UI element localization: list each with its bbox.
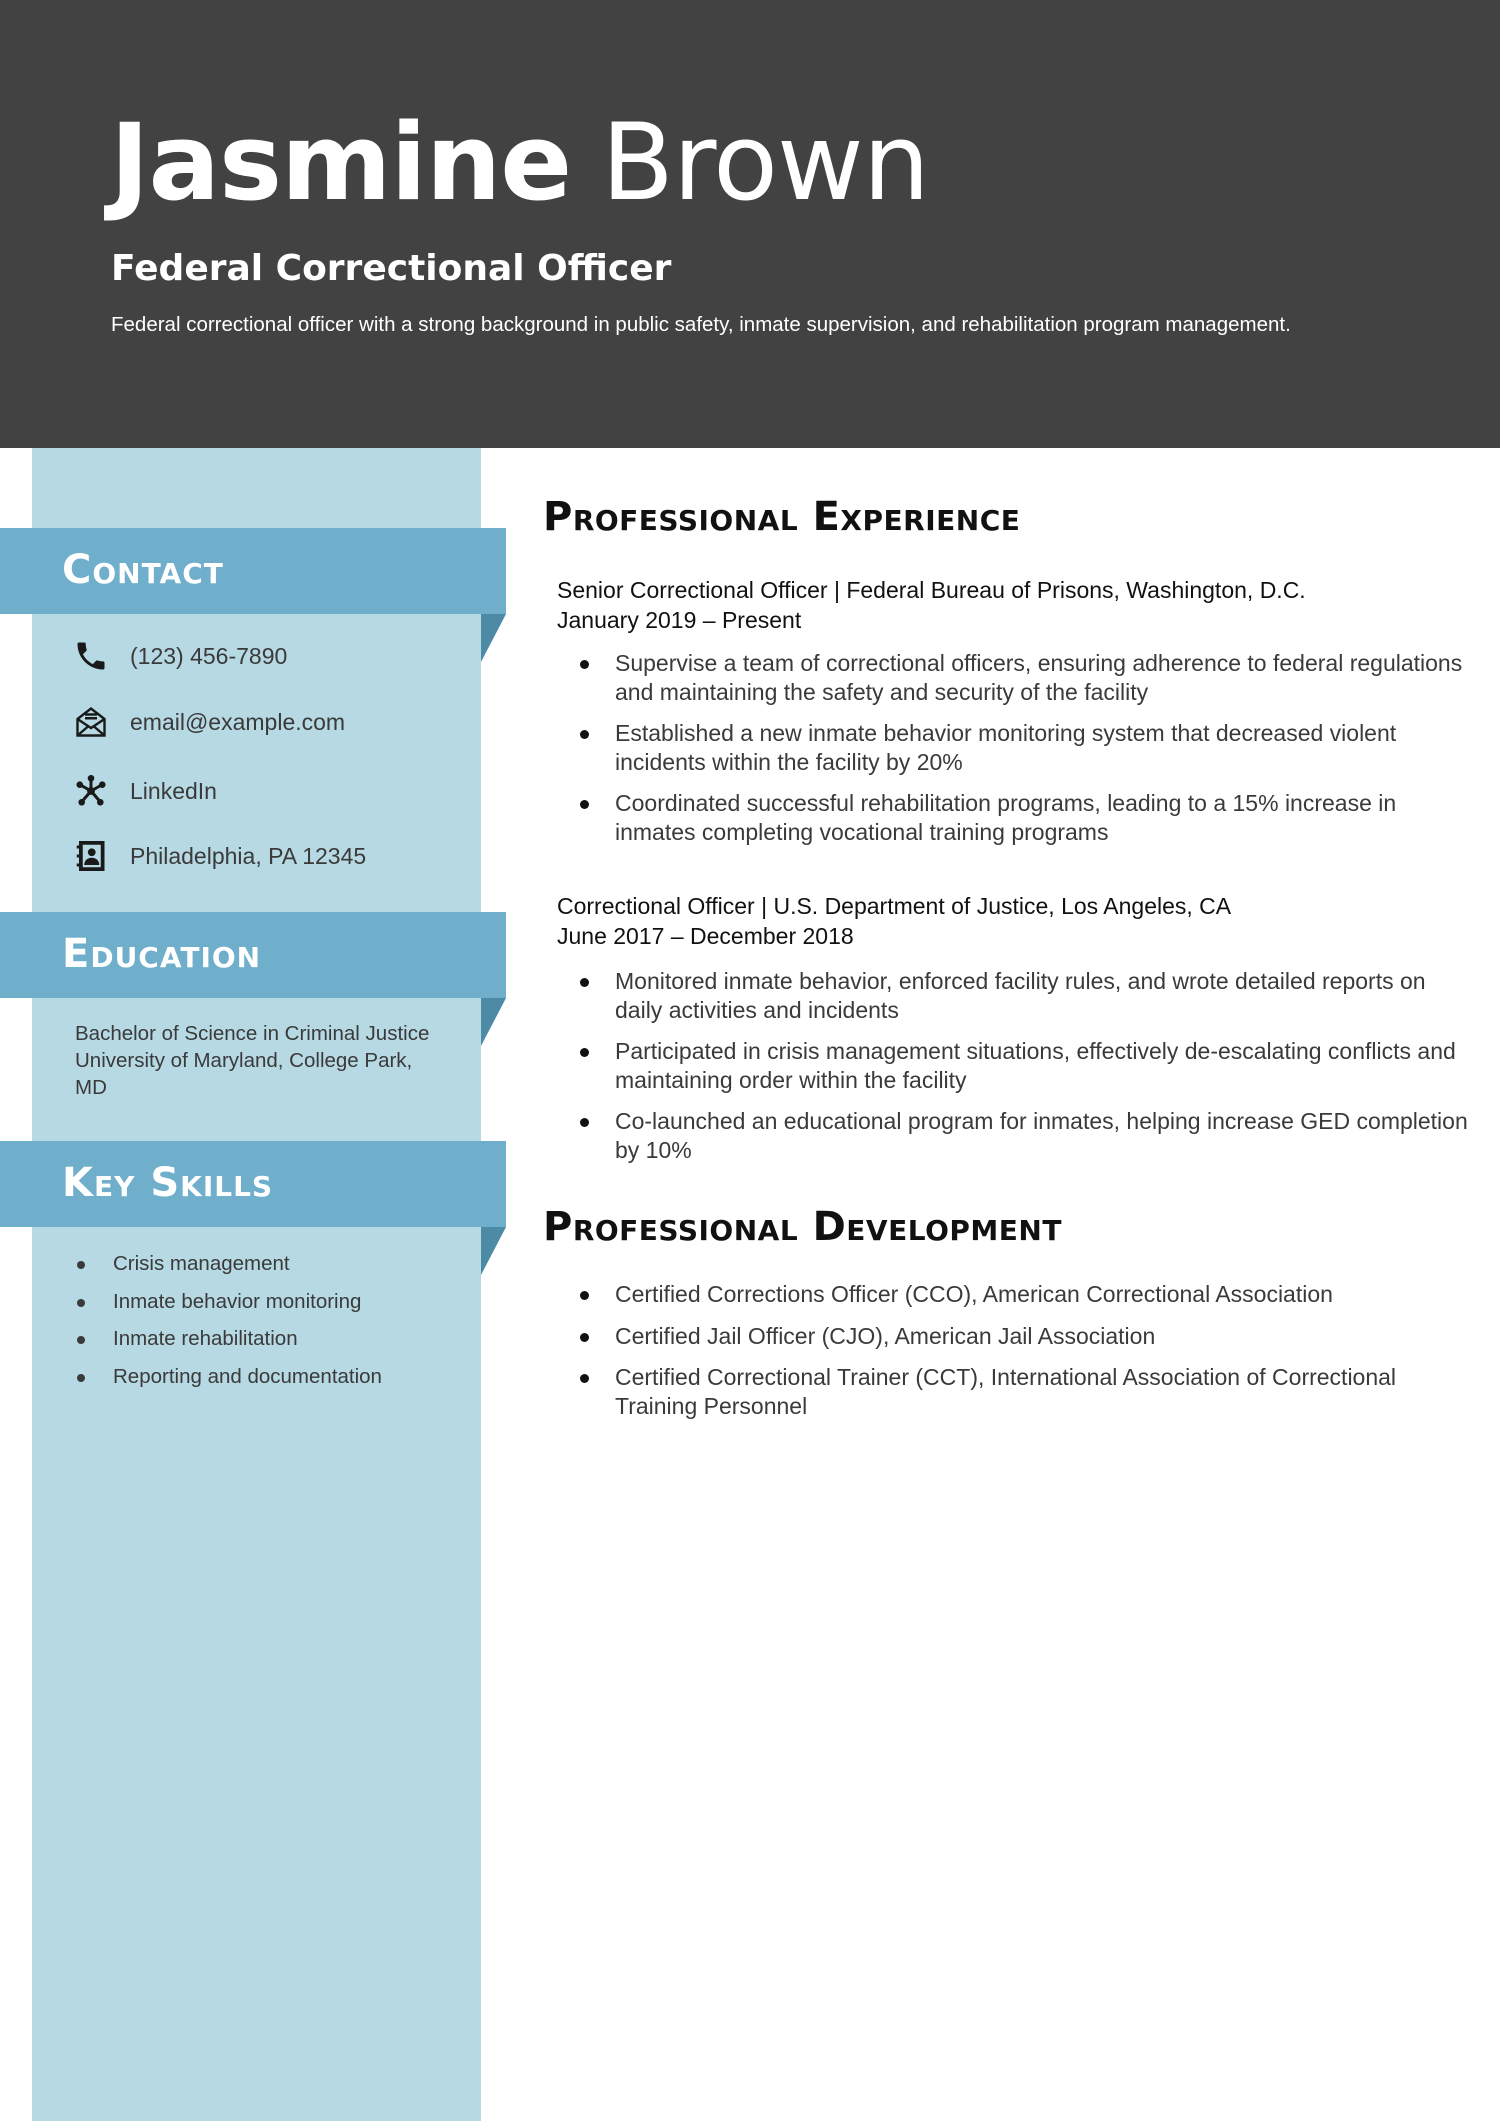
skills-heading: Key Skills bbox=[62, 1160, 274, 1206]
list-item: Monitored inmate behavior, enforced facility rules, and wrote detailed reports on daily activities and incidents bbox=[579, 967, 1469, 1025]
list-item: Crisis management bbox=[75, 1252, 382, 1290]
first-name: Jasmine bbox=[110, 101, 572, 224]
contact-address bbox=[72, 836, 366, 876]
summary-text: Federal correctional officer with a strong background in public safety, inmate supervision, and rehabilitation program management. bbox=[111, 313, 1291, 336]
list-item: Coordinated successful rehabilitation programs, leading to a 15% increase in inmates completing vocational training programs bbox=[579, 789, 1469, 847]
phone-text: (123) 456-7890 bbox=[130, 642, 288, 669]
email-text: email@example.com bbox=[130, 708, 346, 735]
list-item: Certified Jail Officer (CJO), American Jail Association bbox=[579, 1322, 1469, 1351]
job-2-header bbox=[557, 891, 1231, 951]
contact-email bbox=[72, 702, 345, 742]
job-1-header bbox=[557, 575, 1306, 635]
education-heading: Education bbox=[62, 931, 262, 977]
address-text: Philadelphia, PA 12345 bbox=[130, 842, 367, 869]
skills-banner-fold bbox=[481, 1227, 506, 1275]
list-item: Supervise a team of correctional officers, ensuring adherence to federal regulations and maintaining the safety and security of the facility bbox=[579, 649, 1469, 707]
email-icon bbox=[72, 703, 110, 741]
job-1-title: Senior Correctional Officer | Federal Bureau of Prisons, Washington, D.C. bbox=[557, 577, 1306, 603]
skills-list bbox=[75, 1252, 382, 1402]
development-list bbox=[579, 1280, 1469, 1434]
job-2-bullets bbox=[579, 967, 1469, 1177]
contact-banner-fold bbox=[481, 614, 506, 662]
contact-phone bbox=[72, 636, 287, 676]
list-item: Certified Corrections Officer (CCO), American Correctional Association bbox=[579, 1280, 1469, 1309]
list-item: Certified Correctional Trainer (CCT), International Association of Correctional Training Personnel bbox=[579, 1363, 1469, 1421]
job-1-bullets bbox=[579, 649, 1469, 859]
phone-icon bbox=[72, 637, 110, 675]
list-item: Reporting and documentation bbox=[75, 1365, 382, 1403]
job-2-dates: June 2017 – December 2018 bbox=[557, 923, 854, 949]
contact-heading: Contact bbox=[62, 547, 224, 593]
job-title: Federal Correctional Officer bbox=[111, 248, 672, 289]
candidate-name bbox=[110, 101, 929, 224]
contact-linkedin bbox=[72, 771, 217, 811]
linkedin-text: LinkedIn bbox=[130, 777, 217, 804]
experience-heading: Professional Experience bbox=[543, 494, 1021, 540]
contact-card-icon bbox=[72, 837, 110, 875]
list-item: Inmate behavior monitoring bbox=[75, 1290, 382, 1328]
development-heading: Professional Development bbox=[543, 1204, 1062, 1250]
list-item: Participated in crisis management situations, effectively de-escalating conflicts and maintaining order within the facility bbox=[579, 1037, 1469, 1095]
list-item: Established a new inmate behavior monitoring system that decreased violent incidents within the facility by 20% bbox=[579, 719, 1469, 777]
last-name: Brown bbox=[601, 101, 929, 224]
education-entry bbox=[75, 1020, 475, 1101]
education-banner-fold bbox=[481, 998, 506, 1046]
job-1-dates: January 2019 – Present bbox=[557, 607, 802, 633]
degree: Bachelor of Science in Criminal Justice bbox=[75, 1022, 430, 1045]
list-item: Co-launched an educational program for inmates, helping increase GED completion by 10% bbox=[579, 1107, 1469, 1165]
list-item: Inmate rehabilitation bbox=[75, 1327, 382, 1365]
resume-header bbox=[0, 0, 1500, 448]
network-icon bbox=[72, 772, 110, 810]
school-line-1: University of Maryland, College Park, bbox=[75, 1049, 413, 1072]
school-line-2: MD bbox=[75, 1076, 107, 1099]
job-2-title: Correctional Officer | U.S. Department of Justice, Los Angeles, CA bbox=[557, 893, 1232, 919]
